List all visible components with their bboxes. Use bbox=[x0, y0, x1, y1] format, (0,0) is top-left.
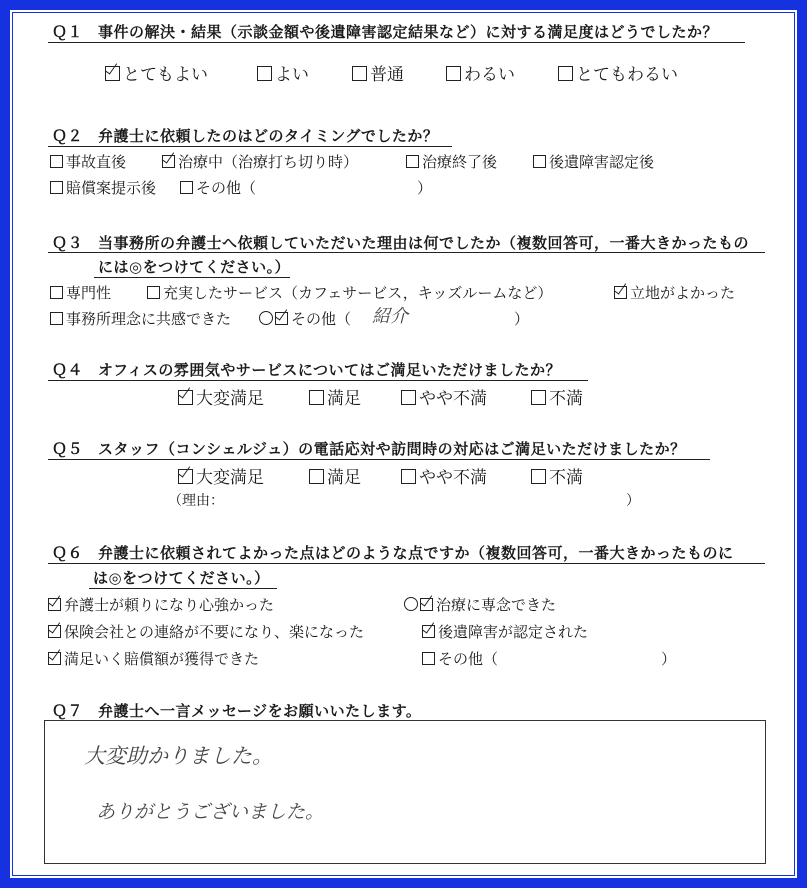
checkbox[interactable] bbox=[147, 286, 160, 299]
q6-option-disability-certified[interactable]: 後遺障害が認定された bbox=[422, 621, 588, 642]
q4-question: Ｑ４ オフィスの雰囲気やサービスについてはご満足いただけましたか？ bbox=[52, 361, 562, 379]
q4-underline bbox=[48, 380, 588, 381]
q3-question-line2: には◎をつけてください。） bbox=[98, 258, 291, 276]
checkbox-checked[interactable] bbox=[420, 598, 433, 611]
q6-underline-1 bbox=[48, 563, 765, 564]
checkbox[interactable] bbox=[352, 66, 367, 81]
q2-option-other[interactable]: その他（ bbox=[180, 177, 256, 198]
q5-underline bbox=[48, 459, 710, 460]
q4-option-satisfied[interactable]: 満足 bbox=[309, 384, 361, 409]
q5-option-slightly-dissatisfied[interactable]: やや不満 bbox=[401, 463, 487, 488]
q2-option-after-treatment[interactable]: 治療終了後 bbox=[406, 151, 497, 172]
q1-text: 事件の解決・結果（示談金額や後遺障害認定結果など）に対する満足度はどうでしたか？ bbox=[98, 23, 719, 41]
q5-option-dissatisfied[interactable]: 不満 bbox=[531, 463, 583, 488]
q2-other-close: ） bbox=[417, 179, 433, 197]
q1-number: Ｑ１ bbox=[52, 23, 84, 41]
q5-question: Ｑ５ スタッフ（コンシェルジュ）の電話応対や訪問時の対応はご満足いただけましたか？ bbox=[52, 440, 686, 458]
q4-option-very-satisfied[interactable]: 大変満足 bbox=[178, 384, 264, 409]
checkbox-checked[interactable] bbox=[614, 286, 627, 299]
checkbox[interactable] bbox=[401, 469, 416, 484]
q3-underline-2 bbox=[94, 277, 290, 278]
q1-option-good[interactable]: よい bbox=[257, 60, 309, 85]
q5-reason-close: ） bbox=[626, 493, 640, 509]
checkbox[interactable] bbox=[50, 286, 63, 299]
checkbox[interactable] bbox=[50, 312, 63, 325]
double-circle-mark-icon bbox=[259, 311, 273, 325]
checkbox[interactable] bbox=[531, 390, 546, 405]
checkbox[interactable] bbox=[50, 181, 63, 194]
q6-option-no-insurer-contact[interactable]: 保険会社との連絡が不要になり、楽になった bbox=[48, 621, 364, 642]
q3-question-line1: Ｑ３ 当事務所の弁護士へ依頼していただいた理由は何でしたか（複数回答可，一番大きかったもの bbox=[52, 234, 750, 252]
checkbox[interactable] bbox=[401, 390, 416, 405]
q1-option-very-good[interactable]: とてもよい bbox=[105, 60, 208, 85]
q6-other-close: ） bbox=[661, 650, 677, 668]
checkbox[interactable] bbox=[309, 469, 324, 484]
q6-option-reliable[interactable]: 弁護士が頼りになり心強かった bbox=[48, 594, 274, 615]
q2-option-right-after-accident[interactable]: 事故直後 bbox=[50, 151, 126, 172]
q3-option-location[interactable]: 立地がよかった bbox=[614, 282, 735, 303]
checkbox-checked[interactable] bbox=[105, 66, 120, 81]
checkbox[interactable] bbox=[533, 155, 546, 168]
q3-underline-1 bbox=[48, 252, 765, 253]
q6-underline-2 bbox=[89, 588, 277, 589]
checkbox[interactable] bbox=[422, 652, 435, 665]
q2-underline bbox=[48, 146, 452, 147]
checkbox[interactable] bbox=[531, 469, 546, 484]
checkbox-checked[interactable] bbox=[162, 155, 175, 168]
q3-other-handwritten: 紹介 bbox=[372, 306, 408, 327]
q1-underline bbox=[48, 42, 745, 43]
checkbox[interactable] bbox=[309, 390, 324, 405]
q6-option-other[interactable]: その他（ bbox=[422, 648, 498, 669]
checkbox[interactable] bbox=[180, 181, 193, 194]
q3-option-expertise[interactable]: 専門性 bbox=[50, 282, 111, 303]
checkbox-checked[interactable] bbox=[48, 625, 61, 638]
checkbox-checked[interactable] bbox=[48, 598, 61, 611]
message-handwritten-line2: ありがとうございました。 bbox=[96, 801, 325, 823]
q4-option-dissatisfied[interactable]: 不満 bbox=[531, 384, 583, 409]
checkbox-checked[interactable] bbox=[178, 469, 193, 484]
q6-question-line1: Ｑ６ 弁護士に依頼されてよかった点はどのような点ですか（複数回答可，一番大きかったものに bbox=[52, 544, 734, 562]
double-circle-mark-icon bbox=[404, 597, 418, 611]
message-handwritten-line1: 大変助かりました。 bbox=[84, 744, 273, 768]
checkbox-checked[interactable] bbox=[48, 652, 61, 665]
q2-option-after-compensation-offer[interactable]: 賠償案提示後 bbox=[50, 177, 156, 198]
checkbox-checked[interactable] bbox=[275, 312, 288, 325]
checkbox[interactable] bbox=[406, 155, 419, 168]
q4-option-slightly-dissatisfied[interactable]: やや不満 bbox=[401, 384, 487, 409]
checkbox[interactable] bbox=[446, 66, 461, 81]
q7-question: Ｑ７ 弁護士へ一言メッセージをお願いいたします。 bbox=[52, 702, 422, 720]
q2-question: Ｑ２ 弁護士に依頼したのはどのタイミングでしたか？ bbox=[52, 127, 439, 145]
checkbox[interactable] bbox=[257, 66, 272, 81]
q1-option-very-bad[interactable]: とてもわるい bbox=[558, 60, 678, 85]
q5-option-satisfied[interactable]: 満足 bbox=[309, 463, 361, 488]
q1-option-bad[interactable]: わるい bbox=[446, 60, 515, 85]
checkbox-checked[interactable] bbox=[422, 625, 435, 638]
q6-option-compensation[interactable]: 満足いく賠償額が獲得できた bbox=[48, 648, 259, 669]
q2-option-during-treatment[interactable]: 治療中（治療打ち切り時） bbox=[162, 151, 358, 172]
q2-option-after-disability-cert[interactable]: 後遺障害認定後 bbox=[533, 151, 654, 172]
q6-option-focus-treatment[interactable]: 治療に専念できた bbox=[404, 594, 556, 615]
checkbox[interactable] bbox=[558, 66, 573, 81]
checkbox-checked[interactable] bbox=[178, 390, 193, 405]
checkbox[interactable] bbox=[50, 155, 63, 168]
q3-option-philosophy[interactable]: 事務所理念に共感できた bbox=[50, 308, 231, 329]
q3-option-services[interactable]: 充実したサービス（カフェサービス，キッズルームなど） bbox=[147, 282, 552, 303]
q5-option-very-satisfied[interactable]: 大変満足 bbox=[178, 463, 264, 488]
q3-other-close: ） bbox=[514, 310, 530, 328]
q6-question-line2: は◎をつけてください。） bbox=[93, 569, 270, 587]
q5-reason-label: （理由： bbox=[168, 493, 224, 509]
q1-option-normal[interactable]: 普通 bbox=[352, 60, 404, 85]
q1-question bbox=[52, 21, 718, 42]
q3-option-other[interactable]: その他（ bbox=[259, 308, 351, 329]
